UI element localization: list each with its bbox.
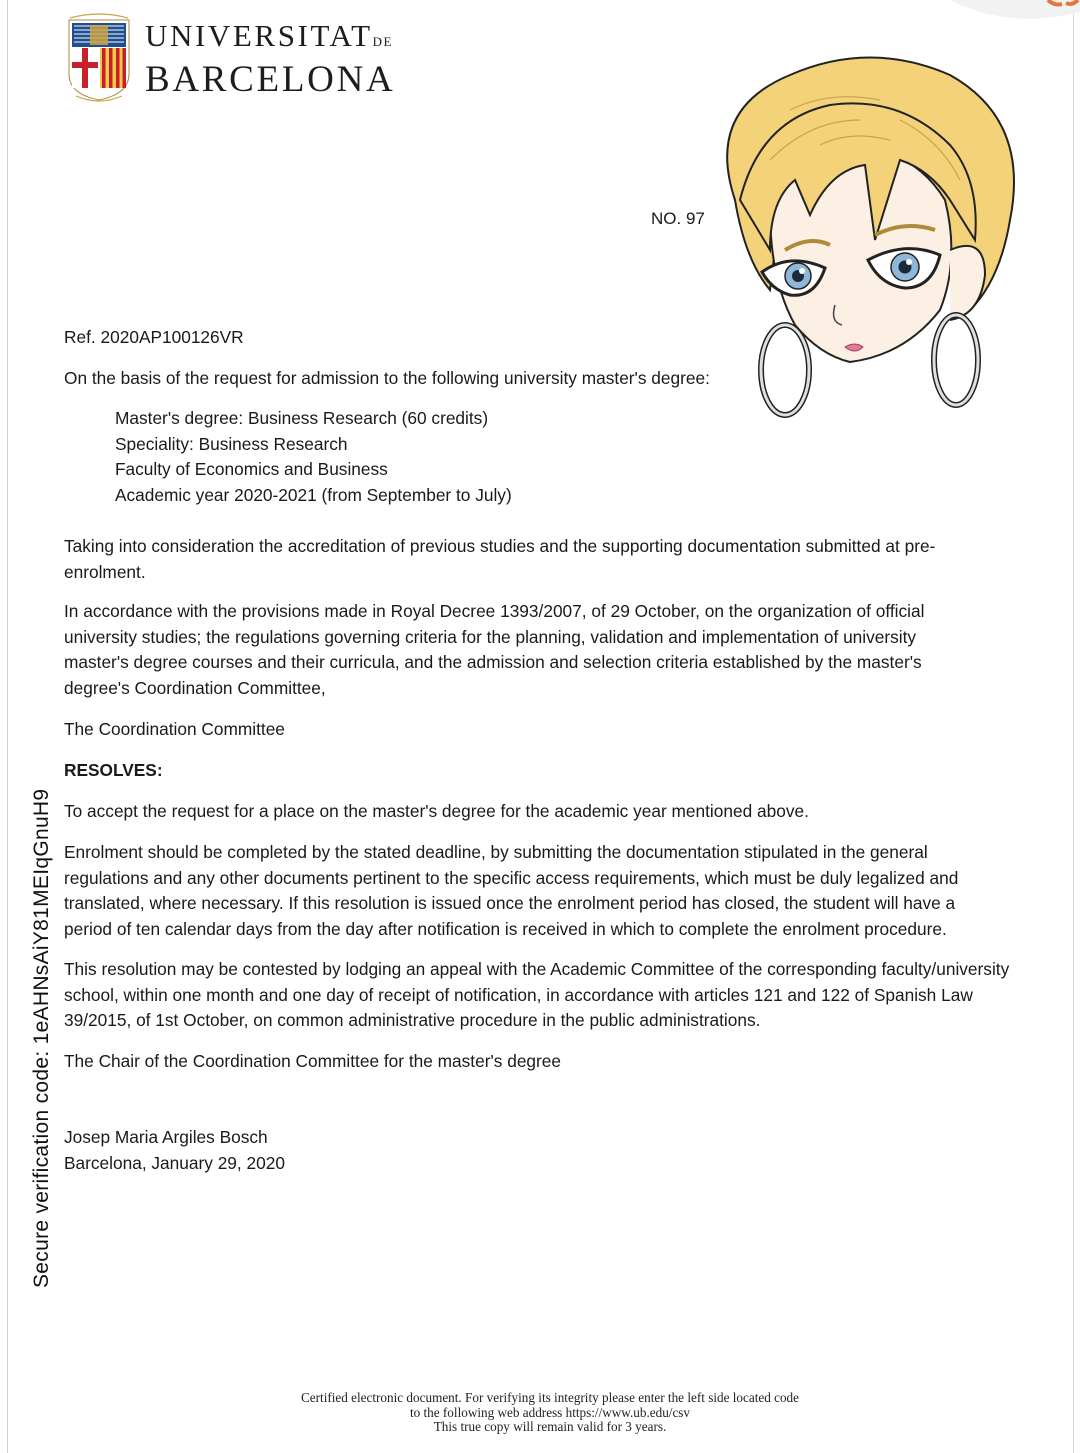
place-date: Barcelona, January 29, 2020 xyxy=(64,1152,285,1173)
corner-ui-icon xyxy=(950,0,1080,22)
accept-paragraph: To accept the request for a place on the master's degree for the academic year mentioned above. xyxy=(64,801,809,821)
detail-academic-year: Academic year 2020-2021 (from September to July) xyxy=(115,484,512,505)
footer-line2: to the following web address https://www.ub.edu/csv xyxy=(409,1404,691,1420)
consideration-paragraph: Taking into consideration the accreditation of previous studies and the supporting documentation submitted at pre-enrolment. xyxy=(64,536,936,582)
wordmark-universitat: UNIVERSITAT xyxy=(145,18,373,53)
university-seal-icon xyxy=(64,12,134,104)
appeal-paragraph: This resolution may be contested by lodging an appeal with the Academic Committee of the corresponding faculty/university school, within one month and one day of receipt of notification, in accordance with articles 121 and 122 of Spanish Law 39/2015, of 1st October, on common administrative procedure in the public administrations. xyxy=(64,959,1010,1030)
detail-masters-degree: Master's degree: Business Research (60 credits) xyxy=(115,408,489,428)
anime-portrait-illustration xyxy=(700,50,1030,420)
university-name-line2: BARCELONA xyxy=(145,59,396,100)
reference-number: Ref. 2020AP100126VR xyxy=(64,327,244,347)
chair-line: The Chair of the Coordination Committee for the master's degree xyxy=(64,1051,562,1071)
page-left-edge xyxy=(7,0,8,1453)
resolves-heading: RESOLVES: xyxy=(64,760,163,780)
detail-speciality: Speciality: Business Research xyxy=(115,433,348,454)
degree-details xyxy=(115,406,512,508)
signatory-name: Josep Maria Argiles Bosch xyxy=(64,1127,268,1147)
intro-paragraph: On the basis of the request for admission to the following university master's degree: xyxy=(64,368,710,388)
signature-block xyxy=(64,1125,1024,1176)
certification-footer xyxy=(200,1391,900,1435)
footer-line1: Certified electronic document. For verifying its integrity please enter the left side located code xyxy=(300,1390,799,1405)
university-name-line1 xyxy=(145,18,395,60)
secure-verification-code: Secure verification code: 1eAHNsAiY81MEIqGnuH9 xyxy=(30,788,53,1288)
accordance-paragraph: In accordance with the provisions made in Royal Decree 1393/2007, of 29 October, on the organization of official university studies; the regulations governing criteria for the planning, validation and implementation of university master's degree courses and their curricula, and the admission and selection criteria established by the master's degree's Coordination Committee, xyxy=(64,601,925,698)
detail-faculty: Faculty of Economics and Business xyxy=(115,459,388,479)
wordmark-de: DE xyxy=(372,34,393,49)
footer-line3: This true copy will remain valid for 3 years. xyxy=(433,1419,667,1434)
committee-line: The Coordination Committee xyxy=(64,719,285,739)
enrolment-paragraph: Enrolment should be completed by the stated deadline, by submitting the documentation stipulated in the general regulations and any other documents pertinent to the specific access requirements, which must be duly legalized and translated, where necessary. If this resolution is issued once the enrolment period has closed, the student will have a period of ten calendar days from the day after notification is received in which to complete the enrolment procedure. xyxy=(64,842,959,939)
page-right-edge xyxy=(1073,0,1074,1453)
university-wordmark xyxy=(145,18,395,100)
document-number: NO. 97 xyxy=(651,209,705,228)
